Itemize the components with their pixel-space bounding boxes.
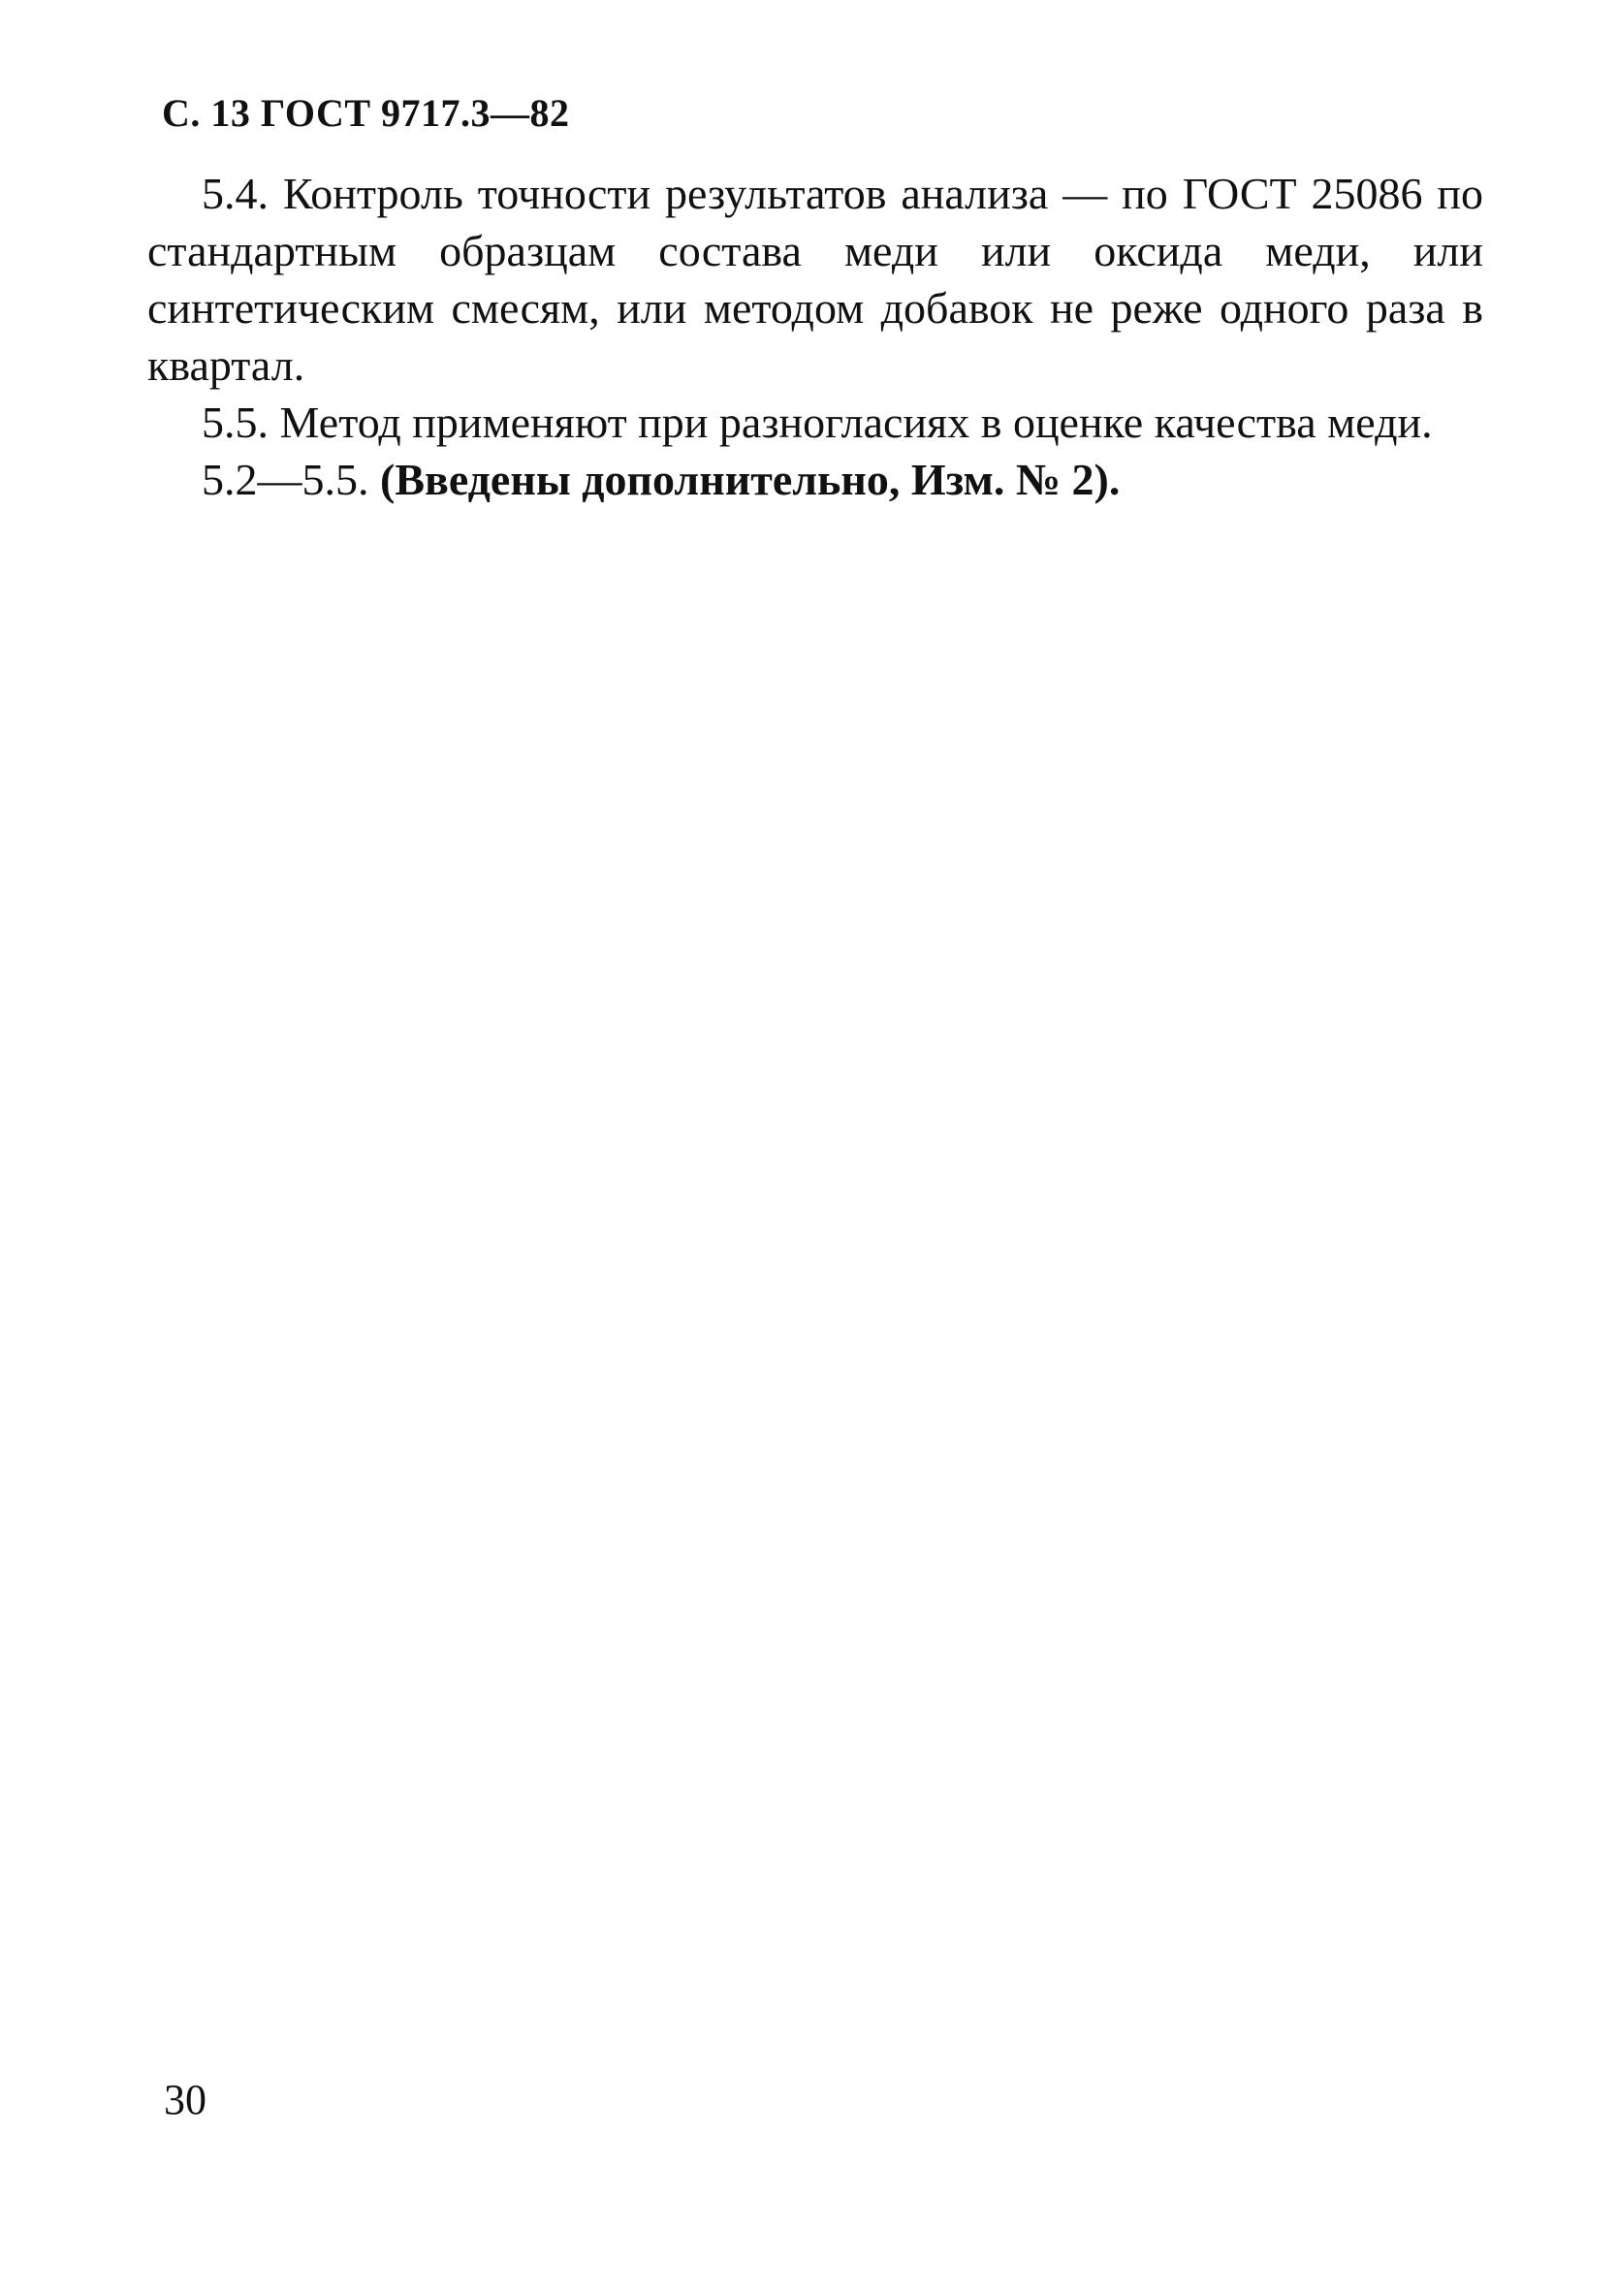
amendment-note-range: 5.2—5.5. [202,455,380,504]
running-head: С. 13 ГОСТ 9717.3—82 [162,91,570,135]
paragraph-5-5: 5.5. Метод применяют при разногласиях в оценке качества меди. [202,398,1433,447]
document-body [147,165,1483,508]
amendment-note-text: (Введены дополнительно, Изм. № 2). [380,455,1121,504]
amendment-note [147,451,1483,508]
paragraph-5-4: 5.4. Контроль точности результатов анализа — по ГОСТ 25086 по стандартным образцам состава меди или оксида меди, или синтетическим смесям, или методом добавок не реже одного раза в квартал. [147,169,1483,390]
page-number: 30 [164,2076,206,2123]
